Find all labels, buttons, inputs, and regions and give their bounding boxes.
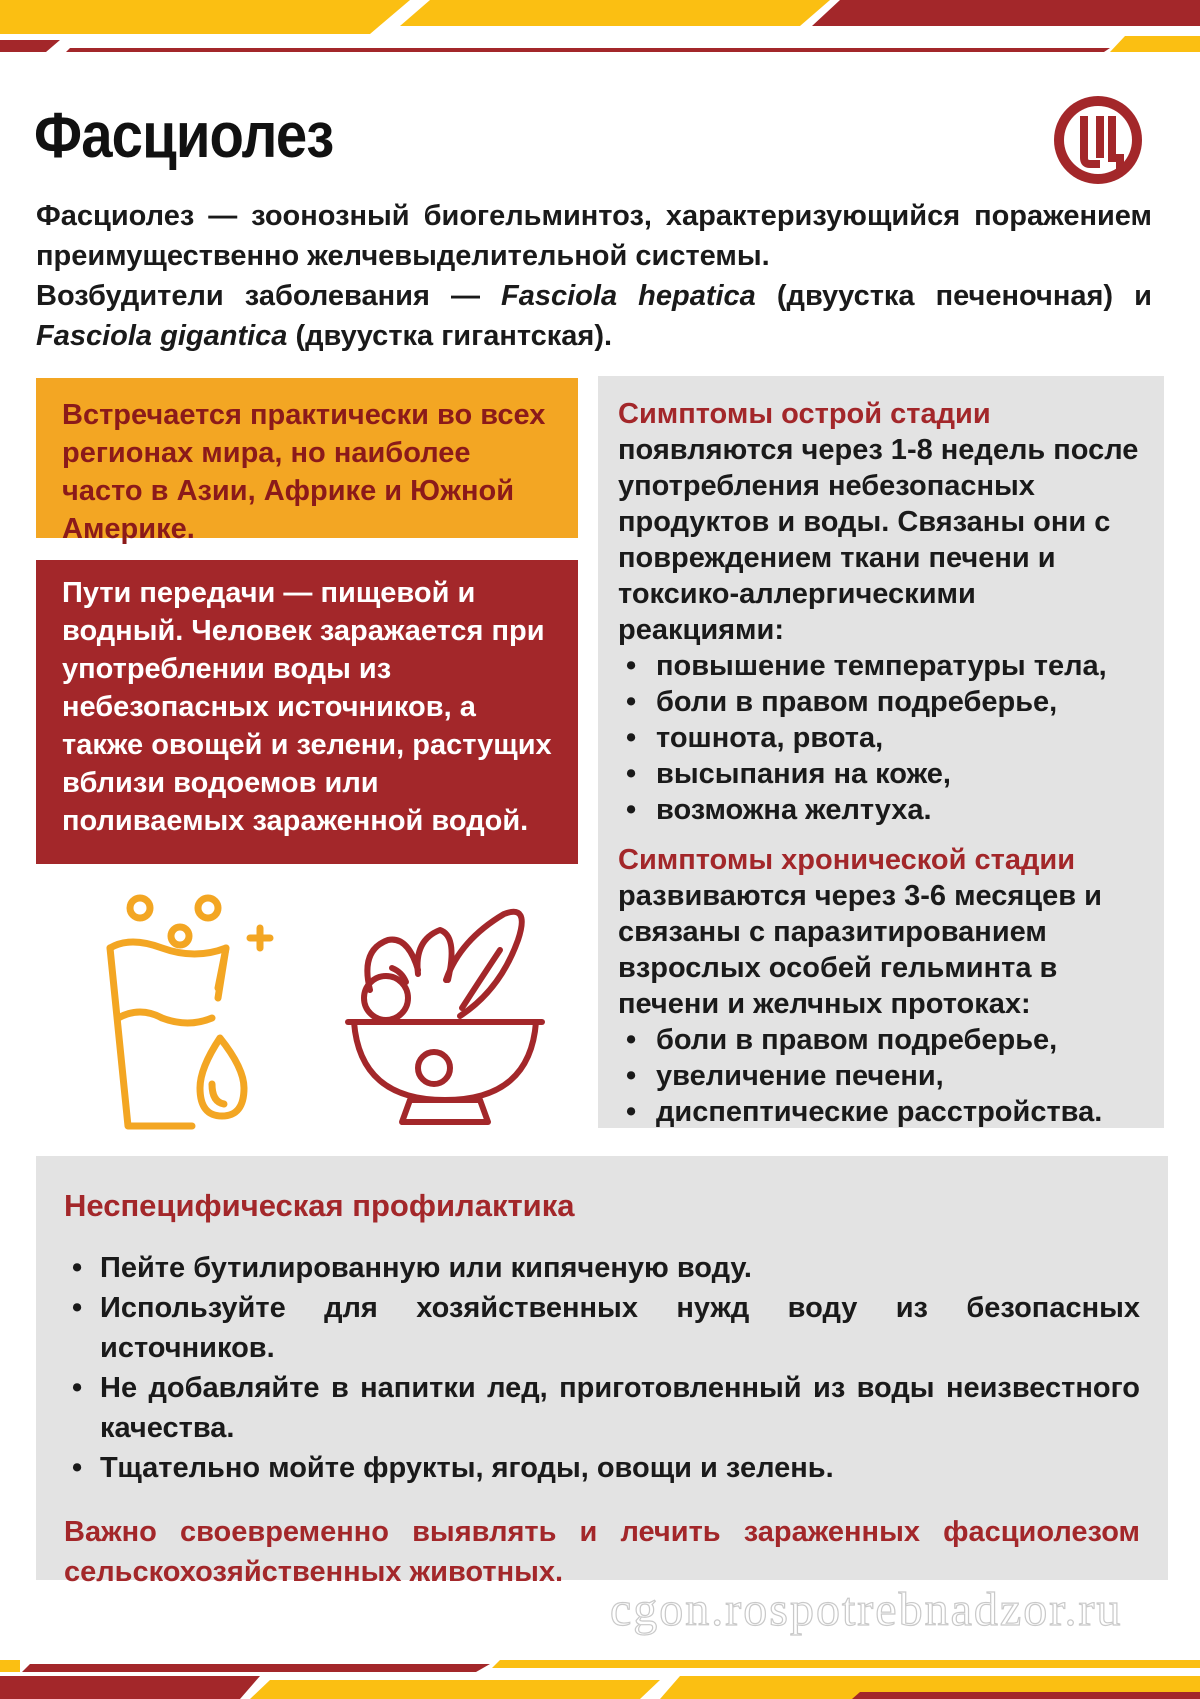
acute-symptoms-list (618, 648, 1144, 828)
intro-definition: Фасциолез — зоонозный биогельминтоз, характеризующийся поражением преимущественно желчевыделительной системы. (36, 200, 1152, 272)
transmission-box: Пути передачи — пищевой и водный. Человек заражается при употреблении воды из небезопасных источников, а также овощей и зелени, растущих вблизи водоемов или поливаемых зараженной водой. (36, 560, 578, 864)
list-item: • тошнота, рвота, (618, 720, 1144, 756)
intro-text (36, 196, 1152, 356)
symptoms-box (598, 376, 1164, 1128)
chronic-text: развиваются через 3-6 месяцев и связаны с паразитированием взрослых особей гельминта в печени и желчных протоках: (618, 880, 1102, 1020)
species-hepatica: Fasciola hepatica (501, 280, 756, 312)
acute-heading: Симптомы острой стадии (618, 398, 991, 430)
chronic-heading: Симптомы хронической стадии (618, 844, 1076, 876)
list-item: • Не добавляйте в напитки лед, приготовленный из воды неизвестного качества. (64, 1368, 1140, 1448)
list-item: • диспептические расстройства. (618, 1094, 1144, 1130)
species-gigantica: Fasciola gigantica (36, 320, 288, 352)
geography-box: Встречается практически во всех регионах мира, но наиболее часто в Азии, Африке и Южной Америке. (36, 378, 578, 538)
page-title: Фасциолез (34, 99, 334, 171)
intro-pathogens (36, 276, 1152, 356)
pathogens-prefix: Возбудители заболевания — (36, 280, 502, 312)
website-link[interactable]: cgon.rospotrebnadzor.ru (610, 1583, 1123, 1636)
list-item: • возможна желтуха. (618, 792, 1144, 828)
prevention-heading: Неспецифическая профилактика (64, 1188, 575, 1223)
list-item: • повышение температуры тела, (618, 648, 1144, 684)
list-item: • Пейте бутилированную или кипяченую воду. (64, 1248, 1140, 1288)
prevention-list (64, 1248, 1140, 1488)
list-item: • Тщательно мойте фрукты, ягоды, овощи и зелень. (64, 1448, 1140, 1488)
list-item: • Используйте для хозяйственных нужд воду из безопасных источников. (64, 1288, 1140, 1368)
list-item: • боли в правом подреберье, (618, 684, 1144, 720)
list-item: • боли в правом подреберье, (618, 1022, 1144, 1058)
prevention-box (36, 1156, 1168, 1588)
list-item: • увеличение печени, (618, 1058, 1144, 1094)
acute-text: появляются через 1-8 недель после употребления небезопасных продуктов и воды. Связаны они с повреждением ткани печени и токсико-аллергическими реакциями: (618, 434, 1139, 646)
important-note: Важно своевременно выявлять и лечить зараженных фасциолезом сельскохозяйственных животных. (64, 1516, 1140, 1588)
vegetable-bowl-icon (330, 900, 560, 1130)
list-item: • высыпания на коже, (618, 756, 1144, 792)
top-decoration (0, 0, 1200, 80)
chronic-symptoms-list (618, 1022, 1144, 1130)
rospotrebnadzor-logo-icon (1050, 92, 1146, 188)
species-gigantica-desc: (двуустка гигантская). (287, 320, 613, 352)
species-hepatica-desc: (двуустка печеночная) и (755, 280, 1152, 312)
glass-of-water-icon (100, 888, 300, 1148)
